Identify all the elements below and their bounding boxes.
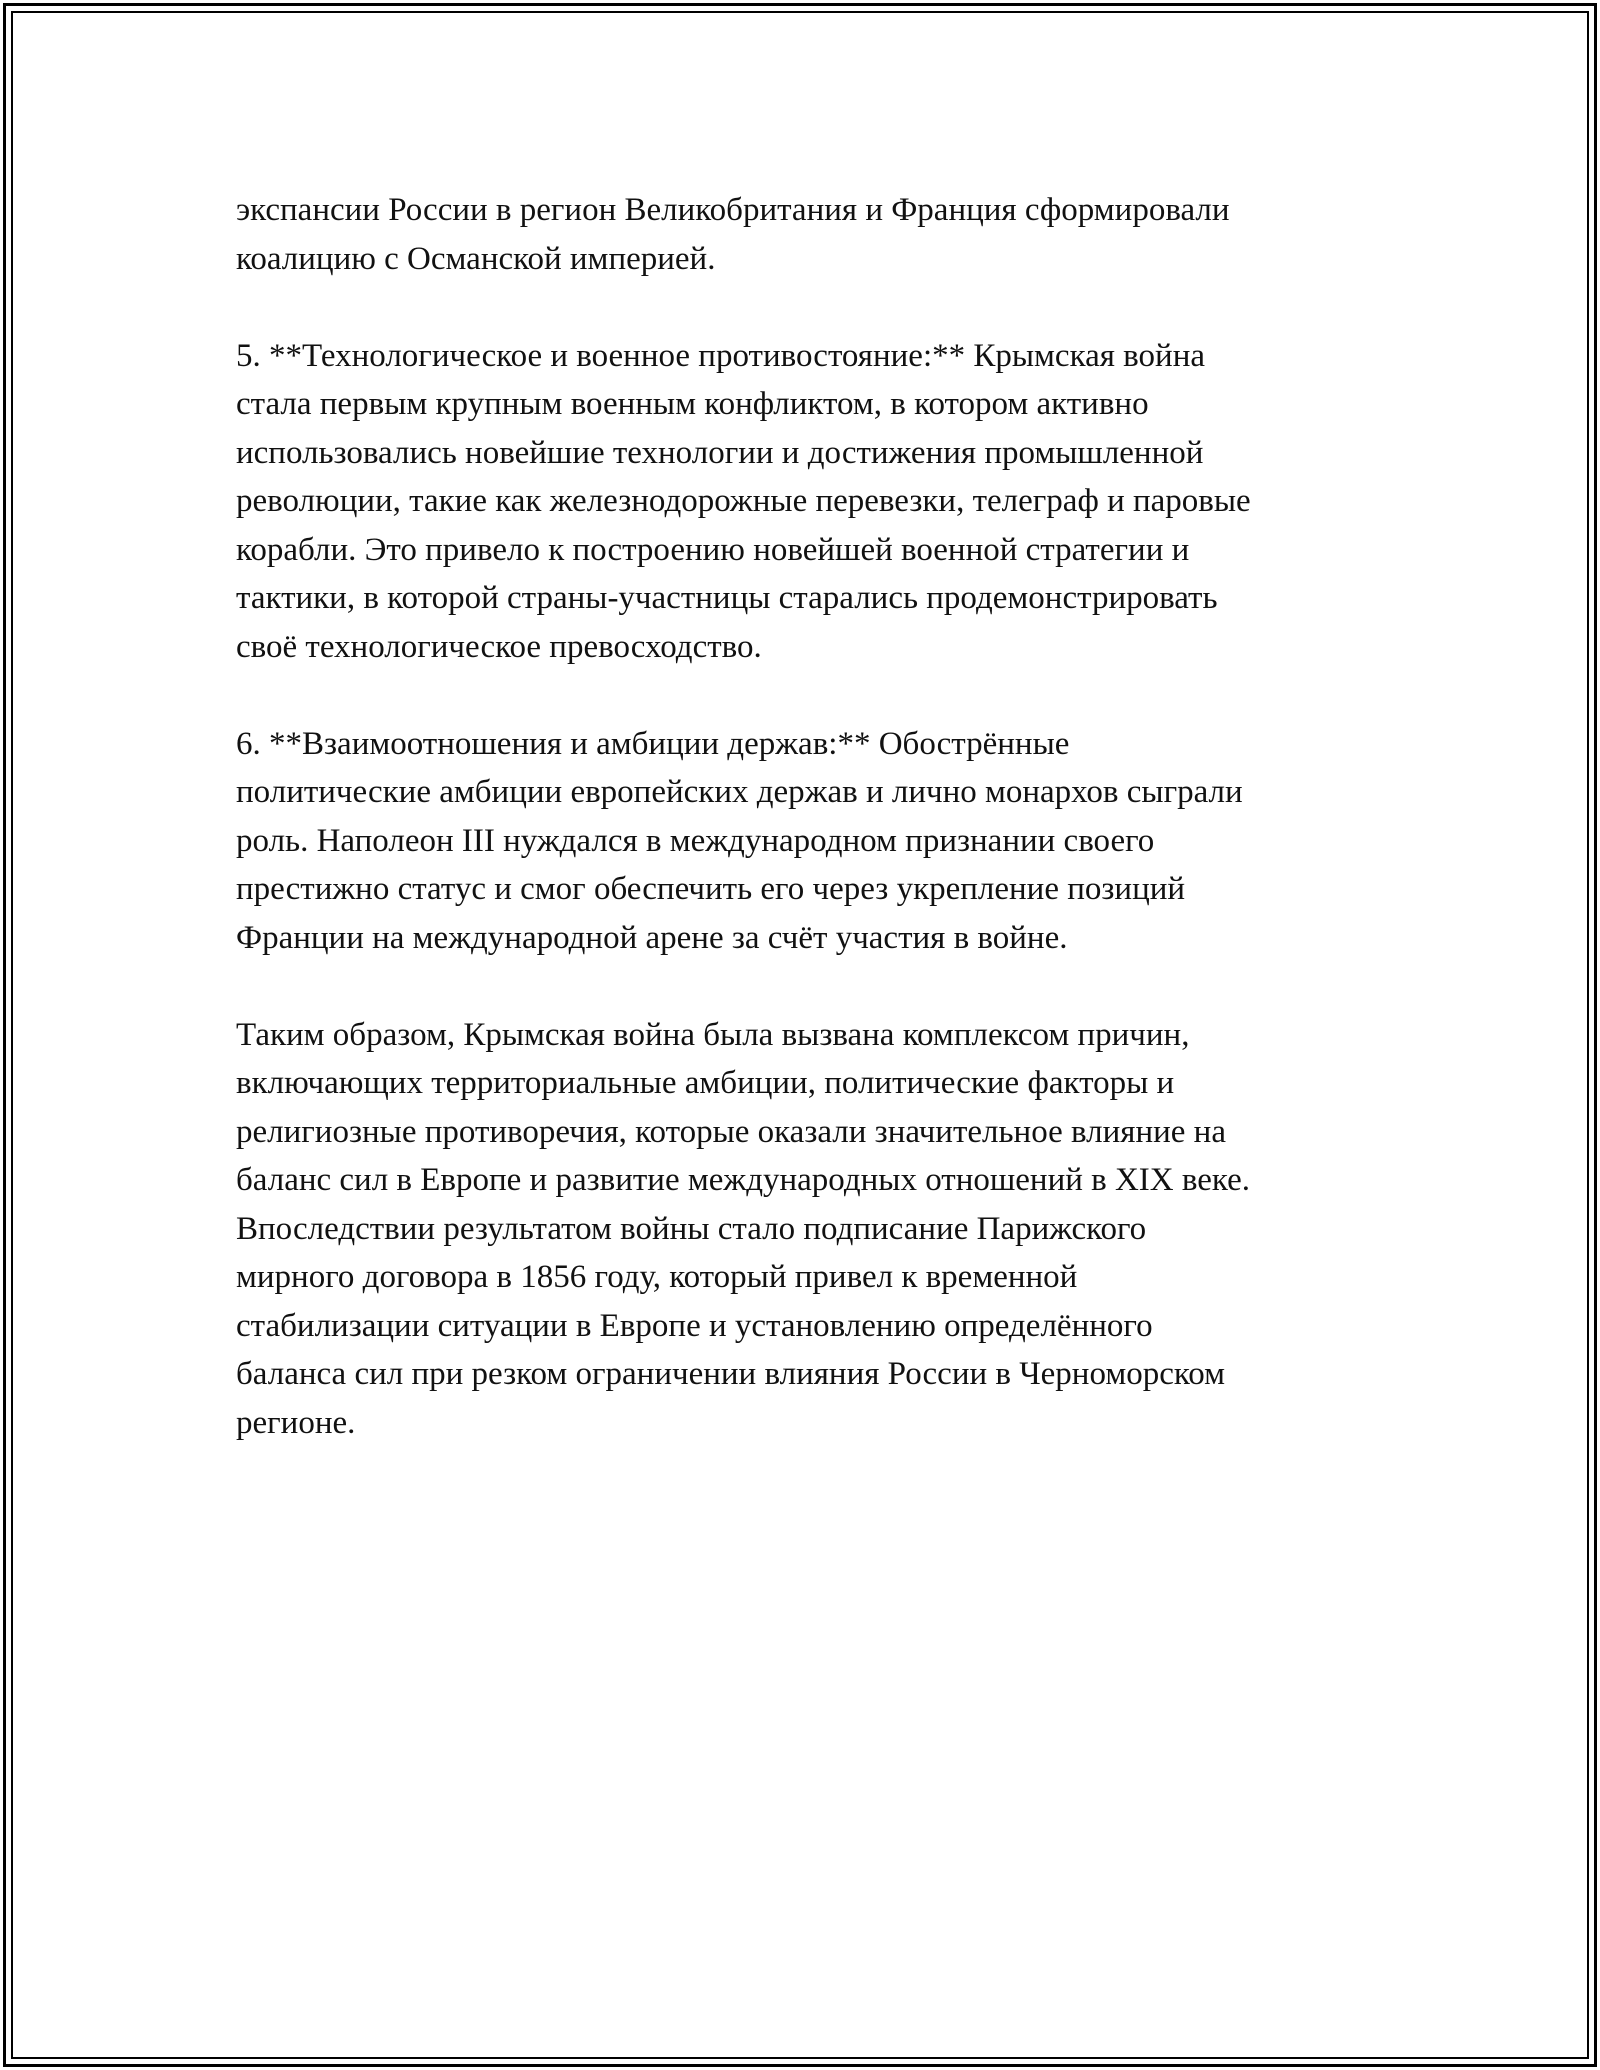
text-line: престижно статус и смог обеспечить его через укрепление позиций	[236, 871, 1186, 907]
text-line: тактики, в которой страны-участницы старались продемонстрировать	[236, 580, 1218, 616]
paragraph-conclusion	[236, 1011, 1366, 1448]
text-line: стала первым крупным военным конфликтом, в котором активно	[236, 386, 1149, 422]
text-line: роль. Наполеон III нуждался в международном признании своего	[236, 822, 1155, 859]
text-line: 5. **Технологическое и военное противостояние:** Крымская война	[236, 337, 1206, 374]
text-line: баланса сил при резком ограничении влияния России в Черноморском	[236, 1356, 1225, 1392]
text-line: мирного договора в 1856 году, который привел к временной	[236, 1259, 1078, 1295]
text-line: 6. **Взаимоотношения и амбиции держав:** Обострённые	[236, 725, 1070, 762]
text-line: стабилизации ситуации в Европе и установлению определённого	[236, 1307, 1153, 1344]
text-line: включающих территориальные амбиции, политические факторы и	[236, 1065, 1175, 1101]
text-line: религиозные противоречия, которые оказали значительное влияние на	[236, 1113, 1226, 1150]
text-line: коалицию с Османской империей.	[236, 240, 716, 277]
paragraph-item-6	[236, 720, 1366, 963]
paragraph-item-5	[236, 332, 1366, 672]
text-line: Таким образом, Крымская война была вызвана комплексом причин,	[236, 1016, 1190, 1053]
text-line: регионе.	[236, 1404, 356, 1441]
text-line: Франции на международной арене за счёт участия в войне.	[236, 919, 1068, 956]
text-line: революции, такие как железнодорожные перевезки, телеграф и паровые	[236, 483, 1251, 519]
paragraph-continuation	[236, 186, 1366, 283]
text-line: экспансии России в регион Великобритания и Франция сформировали	[236, 192, 1230, 228]
text-line: политические амбиции европейских держав и лично монархов сыграли	[236, 774, 1243, 810]
text-line: корабли. Это привело к построению новейшей военной стратегии и	[236, 531, 1190, 568]
text-line: баланс сил в Европе и развитие международных отношений в XIX веке.	[236, 1162, 1251, 1198]
text-line: Впоследствии результатом войны стало подписание Парижского	[236, 1210, 1147, 1247]
document-body	[236, 186, 1366, 1496]
text-line: использовались новейшие технологии и достижения промышленной	[236, 434, 1204, 471]
text-line: своё технологическое превосходство.	[236, 628, 762, 665]
